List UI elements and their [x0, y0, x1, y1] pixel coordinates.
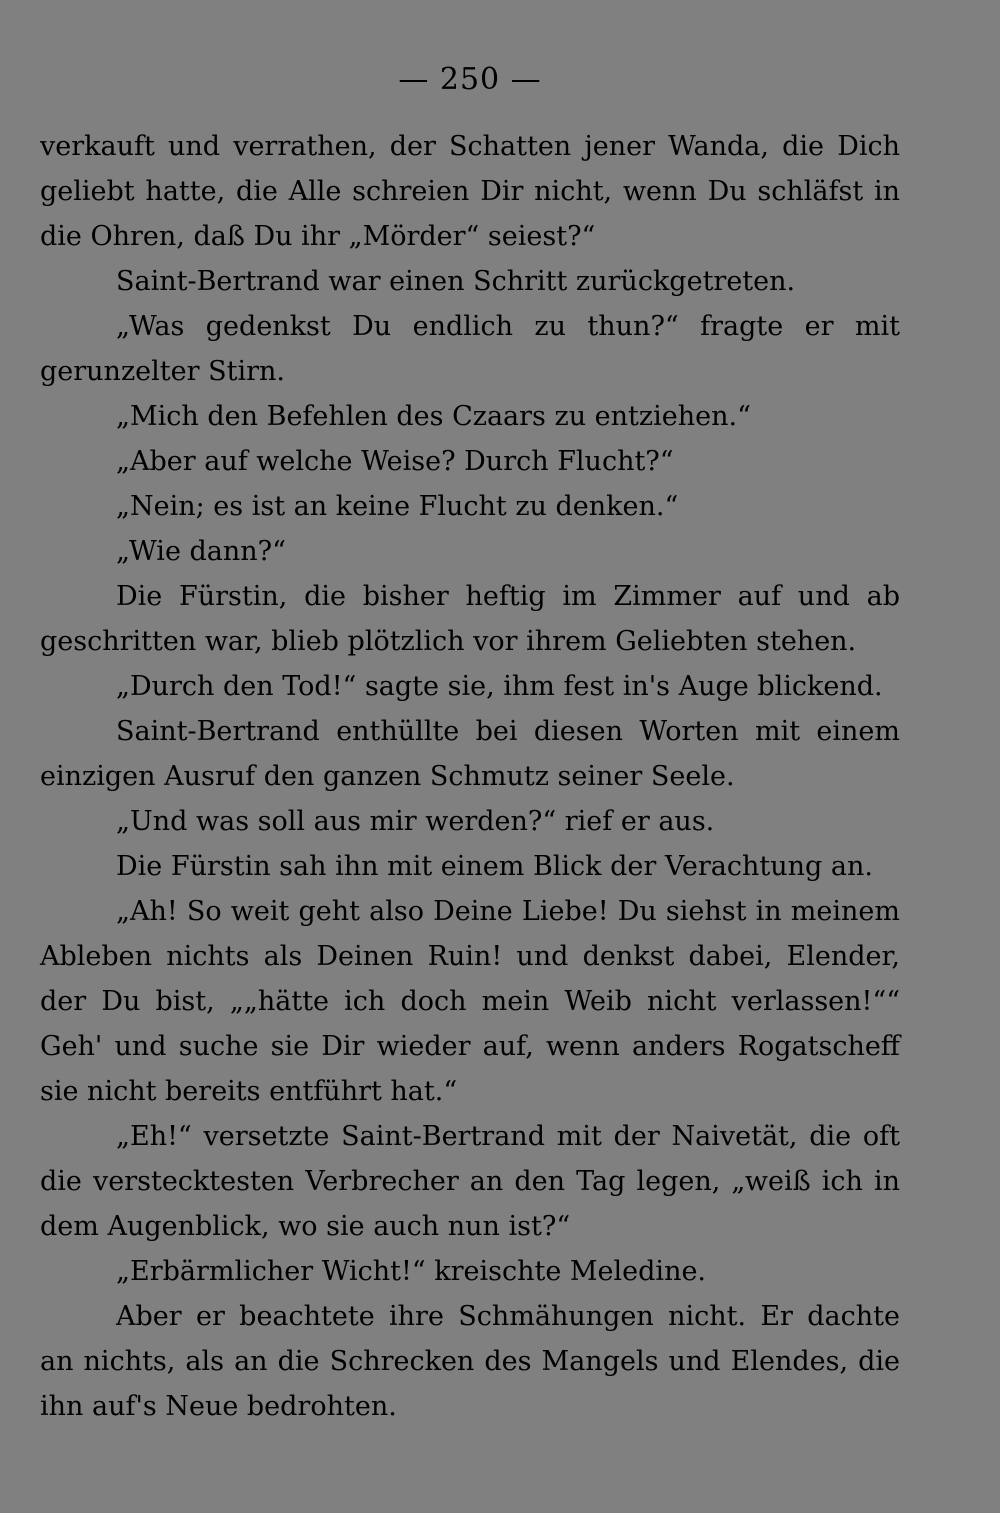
paragraph: „Was gedenkst Du endlich zu thun?“ fragte er mit gerunzelter Stirn. — [40, 311, 900, 387]
book-page — [40, 58, 900, 1429]
paragraph: „Mich den Befehlen des Czaars zu entziehen.“ — [116, 401, 751, 432]
paragraph: Die Fürstin sah ihn mit einem Blick der Verachtung an. — [116, 851, 873, 882]
paragraph: „Durch den Tod!“ sagte sie, ihm fest in's Auge blickend. — [116, 671, 883, 702]
paragraph: „Aber auf welche Weise? Durch Flucht?“ — [116, 446, 674, 477]
paragraph: „Und was soll aus mir werden?“ rief er aus. — [116, 806, 715, 837]
paragraph: „Erbärmlicher Wicht!“ kreischte Meledine. — [116, 1256, 707, 1287]
paragraph: „Ah! So weit geht also Deine Liebe! Du siehst in meinem Ableben nichts als Deinen Ruin! und denkst dabei, Elender, der Du bist, „„hätte ich doch mein Weib nicht verlassen!““ Geh' und suche sie Dir wieder auf, wenn anders Rogatscheff sie nicht bereits entführt hat.“ — [40, 896, 900, 1107]
paragraph: verkauft und verrathen, der Schatten jener Wanda, die Dich geliebt hatte, die Alle schreien Dir nicht, wenn Du schläfst in die Ohren, daß Du ihr „Mörder“ seiest?“ — [40, 131, 900, 252]
page-text — [40, 124, 900, 1429]
paragraph: „Wie dann?“ — [116, 536, 286, 567]
page-number: — 250 — — [398, 62, 542, 97]
paragraph: „Eh!“ versetzte Saint-Bertrand mit der Naivetät, die oft die verstecktesten Verbrecher an den Tag legen, „weiß ich in dem Augenblick, wo sie auch nun ist?“ — [40, 1121, 900, 1242]
paragraph: Saint-Bertrand enthüllte bei diesen Worten mit einem einzigen Ausruf den ganzen Schmutz seiner Seele. — [40, 716, 900, 792]
paragraph: „Nein; es ist an keine Flucht zu denken.“ — [116, 491, 679, 522]
paragraph: Die Fürstin, die bisher heftig im Zimmer auf und ab geschritten war, blieb plötzlich vor ihrem Geliebten stehen. — [40, 581, 900, 657]
paragraph: Saint-Bertrand war einen Schritt zurückgetreten. — [116, 266, 796, 297]
paragraph: Aber er beachtete ihre Schmähungen nicht. Er dachte an nichts, als an die Schrecken des Mangels und Elendes, die ihn auf's Neue bedrohten. — [40, 1301, 900, 1422]
